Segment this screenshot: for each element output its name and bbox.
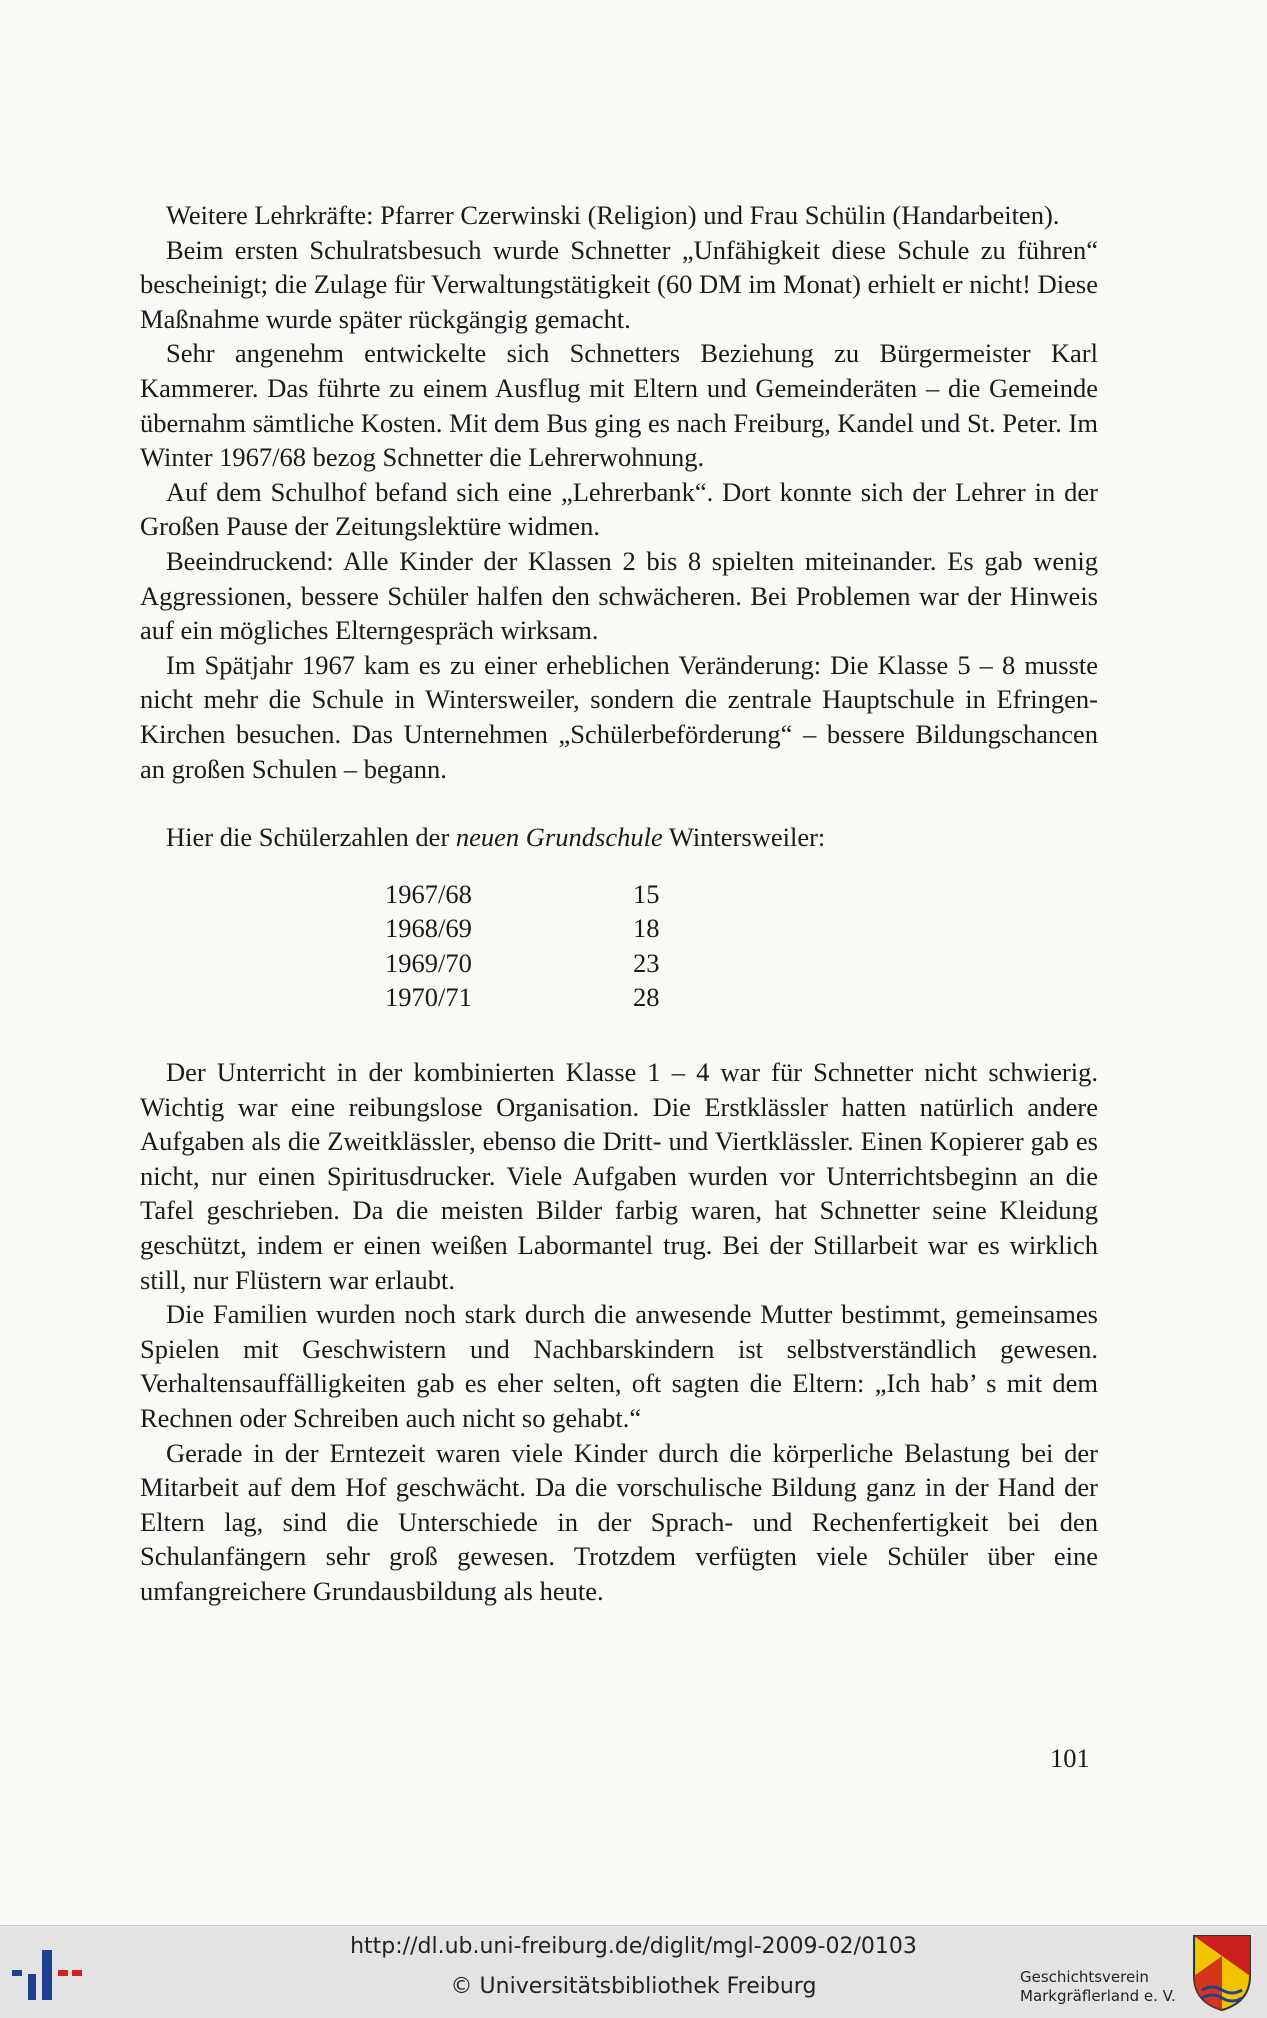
paragraph-7: Der Unterricht in der kombinierten Klasse 1 – 4 war für Schnetter nicht schwierig. Wichtig war eine reibungslose Organisation. Die Erstklässler hatten natürlich andere Aufgaben als die Zweitklässler, ebenso die Dritt- und Viertklässler. Einen Kopierer gab es nicht, nur einen Spiritusdrucker. Viele Aufgaben wurden vor Unterrichtsbeginn an die Tafel geschrieben. Da die meisten Bilder farbig waren, hat Schnetter seine Kleidung geschützt, indem er einen weißen Labormantel trug. Bei der Stillarbeit war es wirklich still, nur Flüstern war erlaubt. (140, 1057, 1098, 1295)
body-text (140, 198, 1098, 1609)
table-intro-before: Hier die Schülerzahlen der (166, 822, 456, 853)
table-intro-emphasis: neuen Grundschule (455, 822, 663, 853)
count-cell: 18 (633, 913, 660, 944)
paragraph-6: Im Spätjahr 1967 kam es zu einer erheblichen Veränderung: Die Klasse 5 – 8 musste nicht mehr die Schule in Wintersweiler, sondern die zentrale Hauptschule in Efringen-Kirchen besuchen. Das Unternehmen „Schülerbeförderung“ – bessere Bildungschancen an großen Schulen – begann. (140, 649, 1098, 784)
table-intro-after: Wintersweiler: (662, 822, 826, 853)
paragraph-5: Beeindruckend: Alle Kinder der Klassen 2 bis 8 spielten miteinander. Es gab wenig Aggressionen, bessere Schüler halfen den schwächeren. Bei Problemen war der Hinweis auf ein mögliches Elterngespräch wirksam. (140, 545, 1098, 646)
table-row (385, 877, 693, 912)
page-number: 101 (1050, 1743, 1090, 1773)
society-name (1020, 1968, 1176, 2006)
count-cell: 28 (633, 982, 660, 1013)
paragraph-1: Weitere Lehrkräfte: Pfarrer Czerwinski (Religion) und Frau Schülin (Handarbeiten). (166, 200, 1060, 230)
count-cell: 15 (633, 878, 660, 909)
paragraph-9: Gerade in der Erntezeit waren viele Kinder durch die körperliche Belastung bei der Mitarbeit auf dem Hof geschwächt. Da die vorschulische Bildung ganz in der Hand der Eltern lag, sind die Unterschiede in der Sprach- und Rechenfertigkeit bei den Schulanfängern sehr groß gewesen. Trotzdem verfügten viele Schüler über eine umfangreichere Grundausbildung als heute. (140, 1437, 1098, 1606)
footer-bar (0, 1925, 1267, 2018)
table-row (385, 911, 693, 946)
year-cell: 1968/69 (385, 913, 472, 944)
source-url-link[interactable]: http://dl.ub.uni-freiburg.de/diglit/mgl-2009-02/0103 (350, 1934, 917, 1959)
table-row (385, 980, 693, 1015)
paragraph-8: Die Familien wurden noch stark durch die anwesende Mutter bestimmt, gemeinsames Spielen mit Geschwistern und Nachbarskindern ist selbstverständlich gewesen. Verhaltensauffälligkeiten gab es eher selten, oft sagten die Eltern: „Ich hab’ s mit dem Rechnen oder Schreiben auch nicht so gehabt.“ (140, 1299, 1098, 1433)
enrollment-table (385, 877, 693, 1015)
count-cell: 23 (633, 947, 660, 978)
table-row (385, 946, 693, 981)
year-cell: 1967/68 (385, 878, 472, 909)
copyright-text: © Universitätsbibliothek Freiburg (450, 1974, 817, 1999)
paragraph-2: Beim ersten Schulratsbesuch wurde Schnetter „Unfähigkeit diese Schule zu führen“ bescheinigt; die Zulage für Verwaltungstätigkeit (60 DM im Monat) erhielt er nicht! Diese Maßnahme wurde später rückgängig gemacht. (140, 234, 1098, 334)
coat-of-arms-icon (1190, 1932, 1254, 2012)
year-cell: 1969/70 (385, 947, 472, 978)
paragraph-4: Auf dem Schulhof befand sich eine „Lehrerbank“. Dort konnte sich der Lehrer in der Großen Pause der Zeitungslektüre widmen. (140, 476, 1098, 542)
table-intro (140, 820, 1098, 855)
year-cell: 1970/71 (385, 982, 472, 1013)
society-line-2: Markgräflerland e. V. (1020, 1987, 1176, 2005)
paragraph-3: Sehr angenehm entwickelte sich Schnetters Beziehung zu Bürgermeister Karl Kammerer. Das führte zu einem Ausflug mit Eltern und Gemeinderäten – die Gemeinde übernahm sämtliche Kosten. Mit dem Bus ging es nach Freiburg, Kandel und St. Peter. Im Winter 1967/68 bezog Schnetter die Lehrerwohnung. (140, 338, 1098, 473)
society-line-1: Geschichtsverein (1020, 1968, 1149, 1986)
